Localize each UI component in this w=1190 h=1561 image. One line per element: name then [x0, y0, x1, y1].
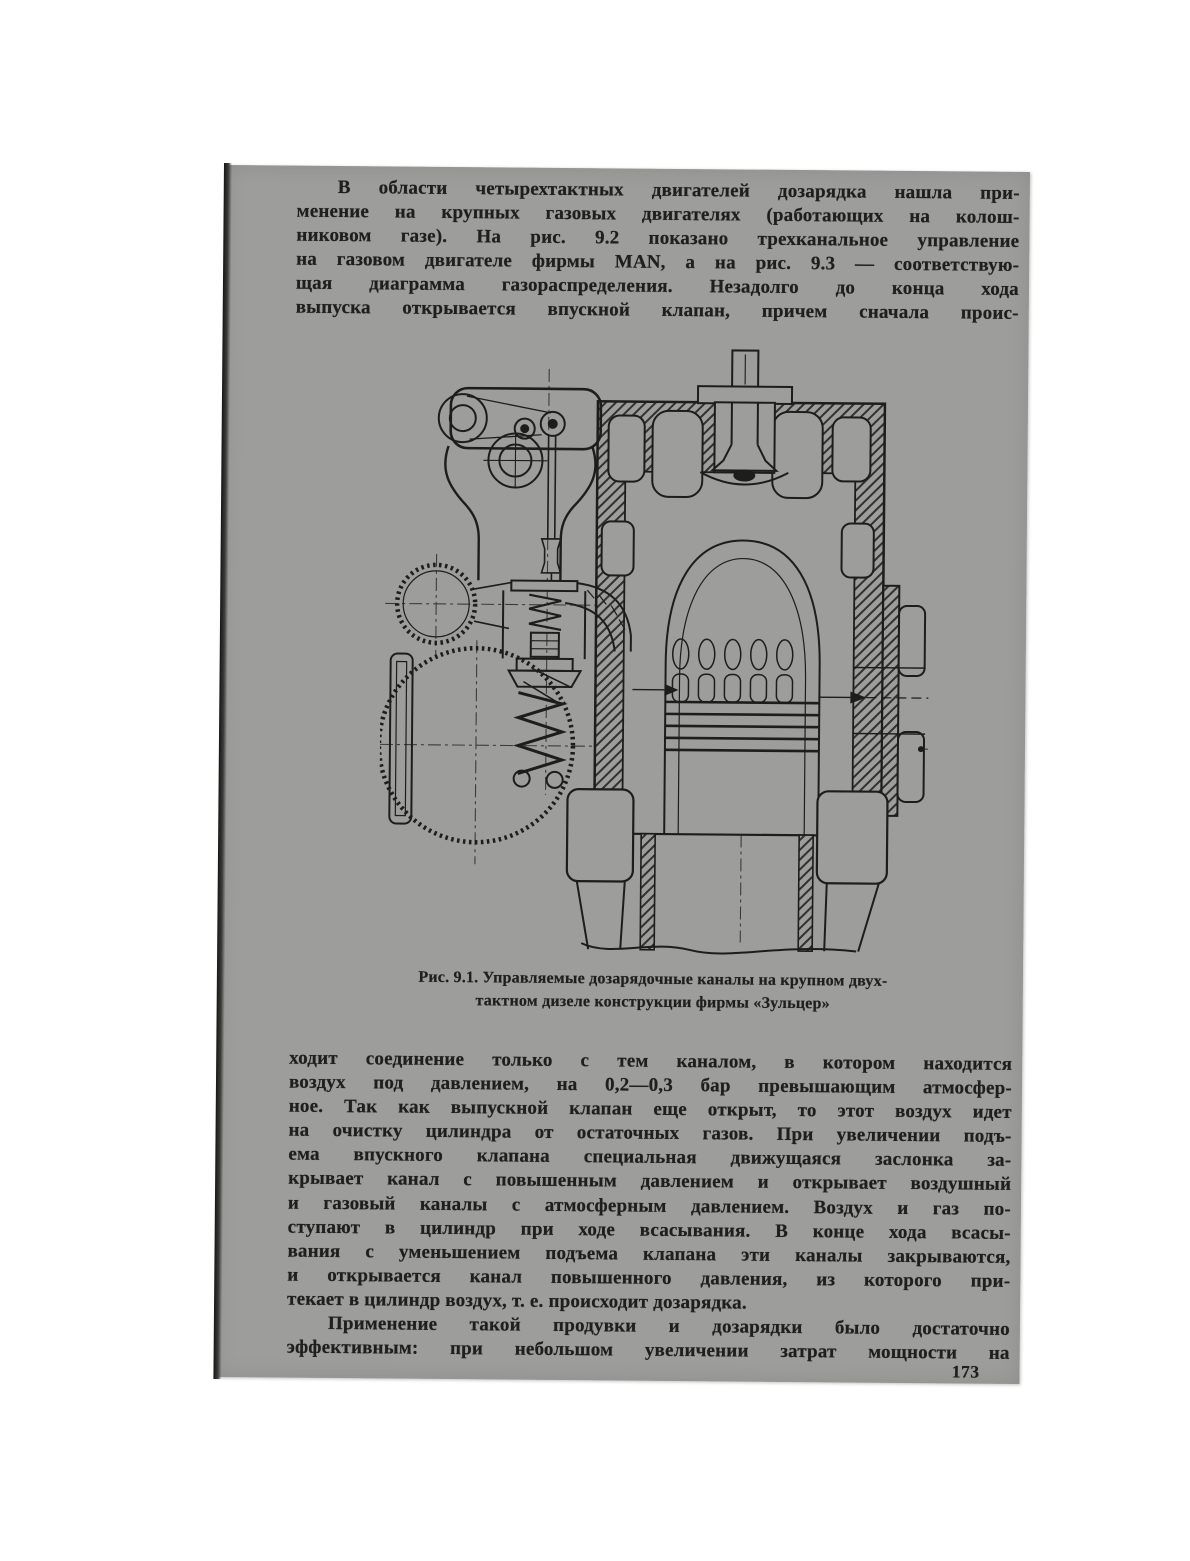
binding-shadow	[213, 163, 232, 1379]
text-line: крывает канал с повышенным давлением и открывает воздушный	[288, 1168, 1012, 1196]
text-line: и газовый каналы с атмосферным давлением. Воздух и газ по-	[287, 1192, 1012, 1220]
text-line: ное. Так как выпускной клапан еще открыт, то этот воздух идет	[288, 1095, 1012, 1124]
figure-9-1-diagram	[378, 341, 933, 966]
text-line: выпуска открывается впускной клапан, причем сначала проис-	[295, 297, 1019, 325]
valve-push-rod	[541, 436, 561, 581]
break-line	[581, 943, 856, 955]
text-line: менение на крупных газовых двигателях (работающих на колош-	[296, 200, 1020, 229]
paragraph-body	[287, 1047, 1012, 1318]
valve-gear-housing	[437, 388, 601, 581]
text-line: щая диаграмма газораспределения. Незадолго до конца хода	[295, 272, 1020, 301]
text-line: ступают в цилиндр при ходе всасывания. В конце хода всасы-	[287, 1216, 1011, 1244]
text-line: текает в цилиндр воздух, т. е. происходит дозарядка.	[287, 1288, 747, 1314]
book-page	[214, 165, 1030, 1384]
text-line: на очистку цилиндра от остаточных газов. При увеличении подъ-	[288, 1119, 1012, 1148]
text-line: эффективным: при небольшом увеличении затрат мощности на	[286, 1336, 1010, 1364]
text-line: на газовом двигателе фирмы MAN, а на рис. 9.3 — соответствую-	[296, 248, 1020, 277]
inlet-valve-assembly	[502, 580, 586, 788]
text-line: ходит соединение только с тем каналом, в котором находится	[289, 1047, 1013, 1075]
text-line: вания с уменьшением подъема клапана эти каналы закрываются,	[287, 1240, 1011, 1268]
text-line: Рис. 9.1. Управляемые дозарядочные каналы на крупном двух-	[418, 968, 888, 990]
text-line: воздух под давлением, на 0,2—0,3 бар превышающим атмосфер-	[288, 1071, 1013, 1099]
page-number: 173	[951, 1361, 980, 1382]
text-line: тактном дизеле конструкции фирмы «Зульцер»	[475, 992, 830, 1013]
text-line: никовом газе). На рис. 9.2 показано трехканальное управление	[296, 224, 1020, 253]
paragraph-intro	[296, 176, 1020, 327]
figure-caption	[333, 965, 973, 1017]
engine-cross-section	[378, 341, 933, 961]
text-line: В области четырехтактных двигателей дозарядка нашла при-	[337, 176, 1020, 204]
small-spring	[529, 595, 561, 630]
text-line: ема впускного клапана специальная движущаяся заслонка за-	[288, 1143, 1012, 1172]
main-valve-spring	[518, 693, 563, 774]
text-line: Применение такой продувки и дозарядки было достаточно	[327, 1312, 1010, 1340]
text-line: и открывается канал повышенного давления, из которого при-	[287, 1264, 1011, 1292]
valve-stem	[698, 350, 792, 404]
